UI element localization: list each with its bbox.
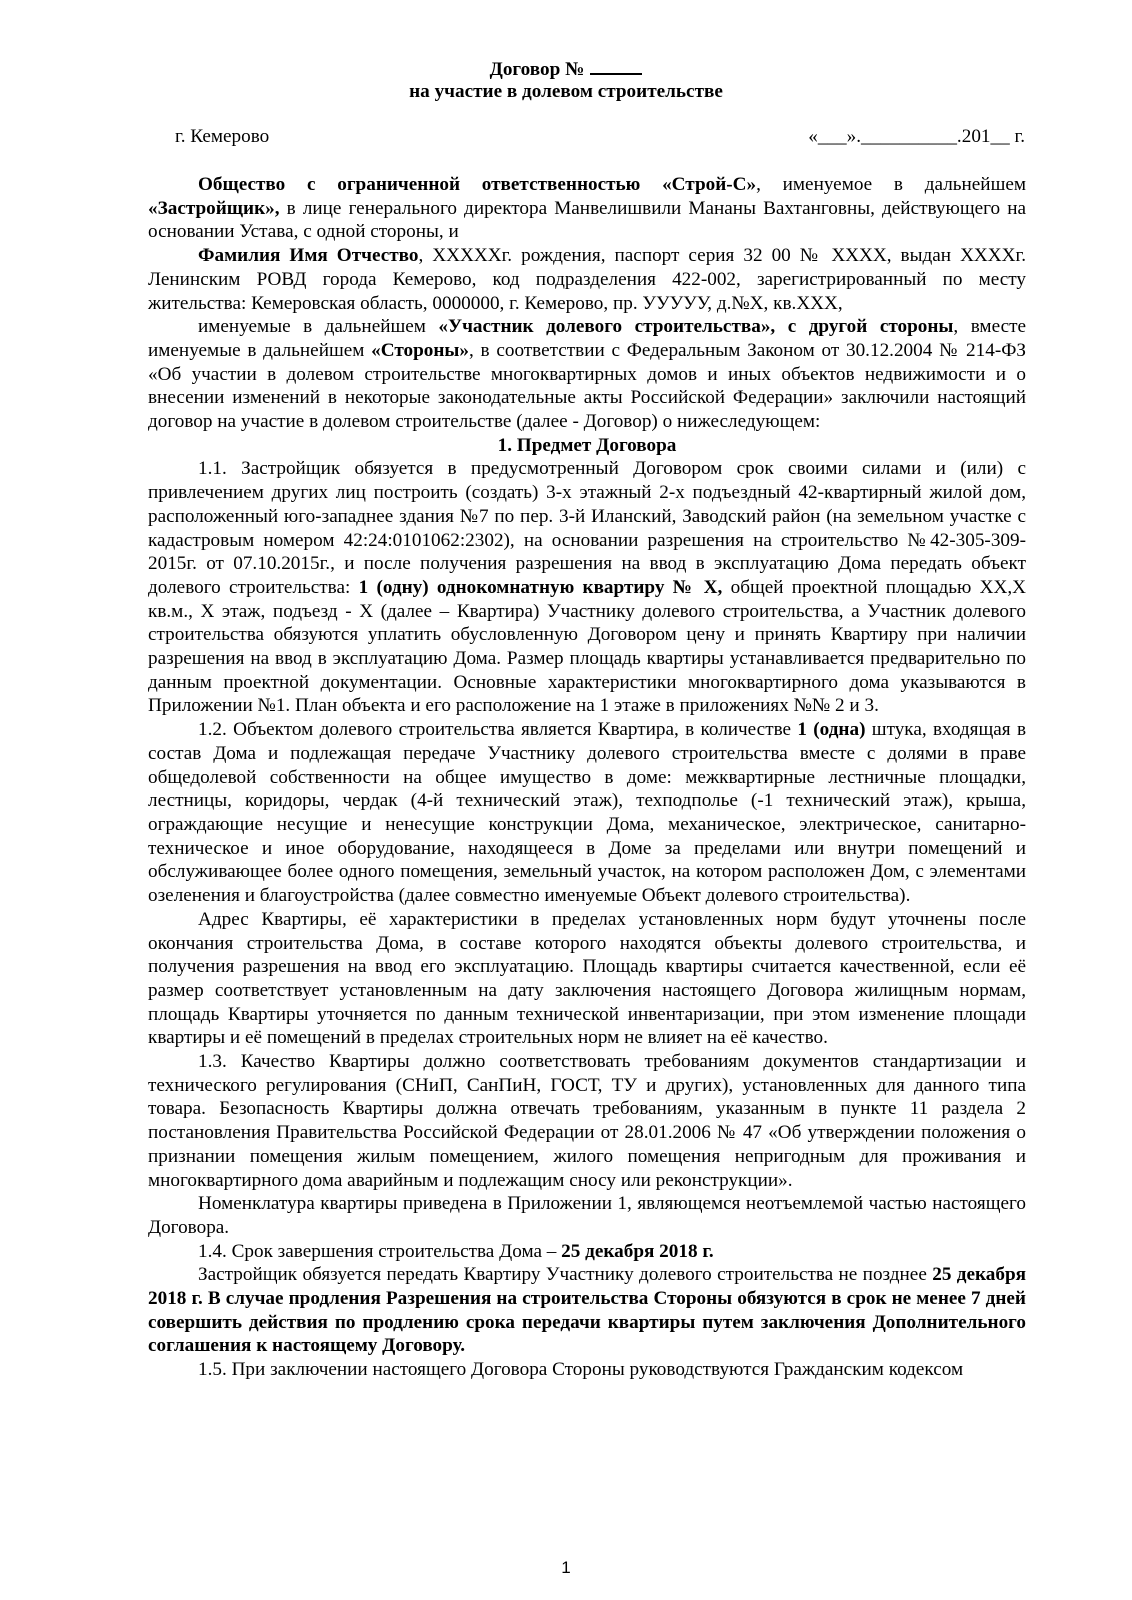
section-heading: 1. Предмет Договора <box>497 434 677 456</box>
party-participant-paragraph: Фамилия Имя Отчество, ХХХХХг. рождения, паспорт серия 32 00 № ХХХХ, выдан ХХХХг. Ленинским РОВД города Кемерово, код подразделения 422-002, зарегистрированный по месту жительства: Кемеровская область, 0000000, г. Кемерово, пр. УУУУУ, д.№Х, кв.ХХХ, <box>148 245 1026 314</box>
clause-1-3: 1.3. Качество Квартиры должно соответствовать требованиям документов стандартизации и технического регулирования (СНиП, СанПиН, ГОСТ, ТУ и других), установленных для данного типа товара. Безопасность Квартиры должна отвечать требованиям, указанным в пункте 11 раздела 2 постановления Правительства Российской Федерации от 28.01.2006 № 47 «Об утверждении положения о признании помещения жилым помещением, жилого помещения непригодным для проживания и многоквартирного дома аварийным и подлежащим сносу или реконструкции». <box>148 1051 1026 1191</box>
document-body <box>148 173 1026 1382</box>
parties-definition-paragraph: именуемые в дальнейшем «Участник долевого строительства», с другой стороны, вместе именуемые в дальнейшем «Стороны», в соответствии с Федеральным Законом от 30.12.2004 № 214-ФЗ «Об участии в долевом строительстве многоквартирных домов и иных объектов недвижимости и о внесении изменений в некоторые законодательные акты Российской Федерации» заключили настоящий договор на участие в долевом строительстве (далее - Договор) о нижеследующем: <box>148 316 1026 433</box>
clause-1-2-address: Адрес Квартиры, её характеристики в пределах установленных норм будут уточнены после окончания строительства Дома, в составе которого находятся объекты долевого строительства, и получения разрешения на ввод его эксплуатацию. Площадь квартиры считается качественной, если её размер соответствует установленным на дату заключения настоящего Договора жилищным нормам, площадь Квартиры уточняется по данным технической инвентаризации, при этом изменение площади квартиры и её помещений в пределах строительных норм не влияет на её качество. <box>148 908 1026 1049</box>
clause-1-4-transfer: Застройщик обязуется передать Квартиру Участнику долевого строительства не позднее 25 декабря 2018 г. В случае продления Разрешения на строительства Стороны обязуются в срок не менее 7 дней совершить действия по продлению срока передачи квартиры путем заключения Дополнительного соглашения к настоящему Договору. <box>148 1264 1026 1357</box>
document-title <box>0 57 1132 82</box>
document-subtitle: на участие в долевом строительстве <box>409 81 723 102</box>
clause-1-2: 1.2. Объектом долевого строительства является Квартира, в количестве 1 (одна) штука, входящая в состав Дома и подлежащая передаче Участнику долевого строительства вместе с долями в праве общедолевой собственности на общее имущество в доме: межквартирные лестничные площадки, лестницы, коридоры, чердак (4-й технический этаж), техподполье (-1 технический этаж), крыша, ограждающие несущие и ненесущие конструкции Дома, механическое, электрическое, санитарно-техническое и иное оборудование, находящееся в Доме за пределами или внутри помещений и обслуживающее более одного помещения, земельный участок, на котором расположен Дом, с элементами озеленения и благоустройства (далее совместно именуемые Объект долевого строительства). <box>148 719 1026 907</box>
clause-1-5: 1.5. При заключении настоящего Договора Стороны руководствуются Гражданским кодексом <box>198 1359 964 1381</box>
page-number: 1 <box>561 1558 571 1577</box>
clause-1-3-nomenclature: Номенклатура квартиры приведена в Приложении 1, являющемся неотъемлемой частью настоящего Договора. <box>148 1193 1026 1238</box>
clause-1-1: 1.1. Застройщик обязуется в предусмотренный Договором срок своими силами и (или) с привлечением других лиц построить (создать) 3-х этажный 2-х подъездный 42-квартирный жилой дом, расположенный юго-западнее здания №7 по пер. 3-й Иланский, Заводский район (на земельном участке с кадастровым номером 42:24:0101062:2302), на основании разрешения на строительство №42-305-309-2015г. от 07.10.2015г., и после получения разрешения на ввод в эксплуатацию Дома передать объект долевого строительства: 1 (одну) однокомнатную квартиру № Х, общей проектной площадью ХХ,Х кв.м., Х этаж, подъезд - Х (далее – Квартира) Участнику долевого строительства, а Участник долевого строительства обязуются уплатить обусловленную Договором цену и принять Квартиру при наличии разрешения на ввод в эксплуатацию Дома. Размер площадь квартиры устанавливается предварительно по данным проектной документации. Основные характеристики многоквартирного дома указываются в Приложении №1. План объекта и его расположение на 1 этаже в приложениях №№ 2 и 3. <box>148 458 1027 717</box>
clause-1-4: 1.4. Срок завершения строительства Дома – 25 декабря 2018 г. <box>198 1240 714 1262</box>
title-text: Договор № <box>489 59 585 80</box>
city-label: г. Кемерово <box>175 126 270 147</box>
party-developer-paragraph: Общество с ограниченной ответственностью «Строй-С», именуемое в дальнейшем «Застройщик», в лице генерального директора Манвелишвили Мананы Вахтанговны, действующего на основании Устава, с одной стороны, и <box>148 174 1027 243</box>
date-field: «___».__________.201__ г. <box>808 126 1025 147</box>
contract-number-blank <box>590 57 642 75</box>
